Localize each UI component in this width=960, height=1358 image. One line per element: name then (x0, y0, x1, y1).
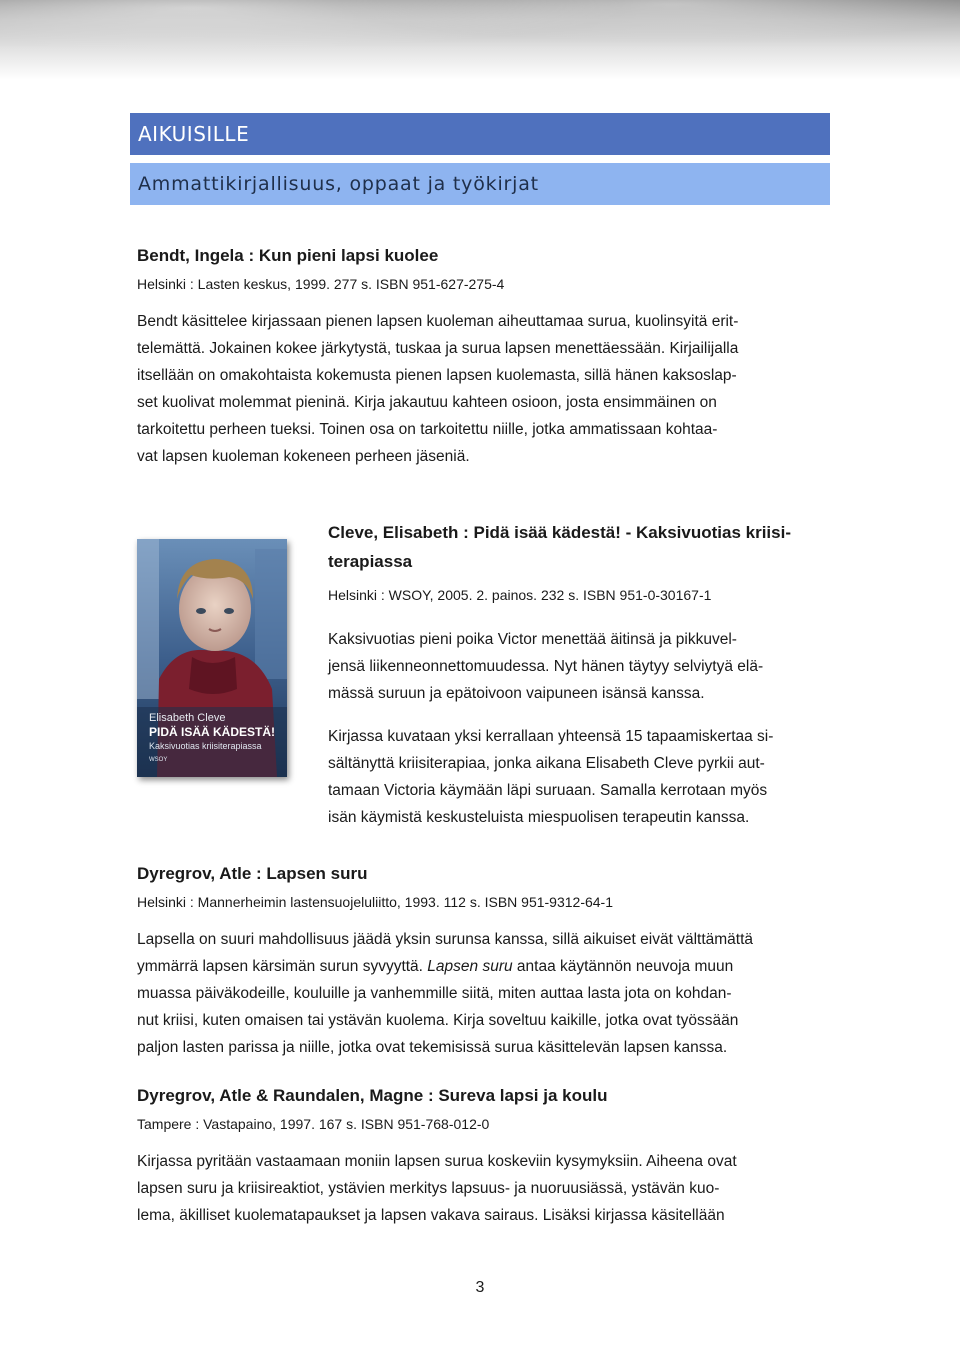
description-line: muassa päiväkodeille, kouluille ja vanhemmille siitä, miten auttaa lasta jota on kohdan- (137, 985, 732, 1002)
title-line: terapiassa (328, 552, 413, 571)
book-description-paragraph-1 (328, 626, 824, 707)
description-line: mässä suruun ja epätoivoon vaipuneen isänsä kanssa. (328, 685, 705, 702)
book-title: Dyregrov, Atle : Lapsen suru (137, 864, 368, 883)
description-line: set kuolivat molemmat pieninä. Kirja jakautuu kahteen osioon, josta ensimmäinen on (137, 394, 717, 411)
description-line: paljon lasten parissa ja niille, jotka ovat tekemisissä surua käsittelevän lapsen kanssa. (137, 1039, 728, 1056)
description-line: Kirjassa kuvataan yksi kerrallaan yhteensä 15 tapaamiskertaa si- (328, 728, 774, 745)
description-line (137, 953, 823, 980)
book-cover-image (137, 539, 287, 777)
description-line: itsellään on omakohtaista kokemusta pienen lapsen kuolemasta, sillä hänen kaksoslap- (137, 367, 737, 384)
book-entry-cleve (328, 518, 824, 831)
book-description (137, 308, 823, 470)
description-line: Lapsella on suuri mahdollisuus jäädä yksin surunsa kanssa, sillä aikuiset eivät välttämättä (137, 931, 754, 948)
text-run: antaa käytännön neuvoja muun (512, 958, 734, 975)
book-publication-info: Helsinki : Lasten keskus, 1999. 277 s. ISBN 951-627-275-4 (137, 276, 505, 292)
page-top-shading (0, 0, 960, 80)
description-line: isän käymistä keskusteluista miespuolisen terapeutin kanssa. (328, 809, 750, 826)
book-title: Dyregrov, Atle & Raundalen, Magne : Sureva lapsi ja koulu (137, 1086, 608, 1105)
book-entry-bendt (137, 244, 823, 470)
description-line: jensä liikenneonnettomuudessa. Nyt hänen täytyy selviytyä elä- (328, 658, 764, 675)
book-description (137, 1148, 823, 1229)
description-line: Kaksivuotias pieni poika Victor menettää äitinsä ja pikkuvel- (328, 631, 737, 648)
description-line: telemättä. Jokainen kokee järkytystä, tuskaa ja surua lapsen menettäessään. Kirjailijalla (137, 340, 739, 357)
description-line: Kirjassa pyritään vastaamaan moniin lapsen surua koskeviin kysymyksiin. Aiheena ovat (137, 1153, 737, 1170)
text-run: ymmärrä lapsen kärsimän surun syvyyttä. (137, 958, 428, 975)
book-entry-dyregrov-sureva-lapsi (137, 1084, 823, 1229)
description-line: tarkoitettu perheen tueksi. Toinen osa on tarkoitettu niille, jotka ammatissaan kohtaa- (137, 421, 718, 438)
description-line: sältänyttä kriisiterapiaa, jonka aikana Elisabeth Cleve pyrkii aut- (328, 755, 765, 772)
cover-publisher: WSOY (149, 757, 168, 763)
book-description-paragraph-2 (328, 723, 824, 831)
cover-subtitle: Kaksivuotias kriisiterapiassa (149, 741, 262, 751)
description-line: nut kriisi, kuten omaisen tai ystävän kuolema. Kirja soveltuu kaikille, jotka ovat työssään (137, 1012, 739, 1029)
description-line: lapsen suru ja kriisireaktiot, ystävien merkitys lapsuus- ja nuoruusiässä, ystävän kuo- (137, 1180, 720, 1197)
book-title (328, 518, 824, 576)
cover-title: PIDÄ ISÄÄ KÄDESTÄ! (149, 725, 276, 739)
cover-author: Elisabeth Cleve (149, 712, 226, 724)
description-line: tamaan Victoria käymään läpi suruaan. Samalla kerrotaan myös (328, 782, 768, 799)
book-publication-info: Helsinki : WSOY, 2005. 2. painos. 232 s. ISBN 951-0-30167-1 (328, 587, 712, 603)
description-line: Bendt käsittelee kirjassaan pienen lapsen kuoleman aiheuttamaa surua, kuolinsyitä erit- (137, 313, 739, 330)
page-number: 3 (475, 1279, 485, 1296)
book-description (137, 926, 823, 1061)
book-title: Bendt, Ingela : Kun pieni lapsi kuolee (137, 246, 439, 265)
book-publication-info: Tampere : Vastapaino, 1997. 167 s. ISBN 951-768-012-0 (137, 1116, 490, 1132)
description-line: lema, äkilliset kuolematapaukset ja lapsen vakava sairaus. Lisäksi kirjassa käsitellään (137, 1207, 725, 1224)
book-entry-dyregrov-lapsen-suru (137, 862, 823, 1061)
italic-book-title: Lapsen suru (427, 958, 513, 975)
description-line: vat lapsen kuoleman kokeneen perheen jäseniä. (137, 448, 470, 465)
title-line: Cleve, Elisabeth : Pidä isää kädestä! - Kaksivuotias kriisi- (328, 523, 791, 542)
subsection-header: Ammattikirjallisuus, oppaat ja työkirjat (130, 163, 830, 205)
book-publication-info: Helsinki : Mannerheimin lastensuojeluliitto, 1993. 112 s. ISBN 951-9312-64-1 (137, 894, 614, 910)
section-header: AIKUISILLE (130, 113, 830, 155)
